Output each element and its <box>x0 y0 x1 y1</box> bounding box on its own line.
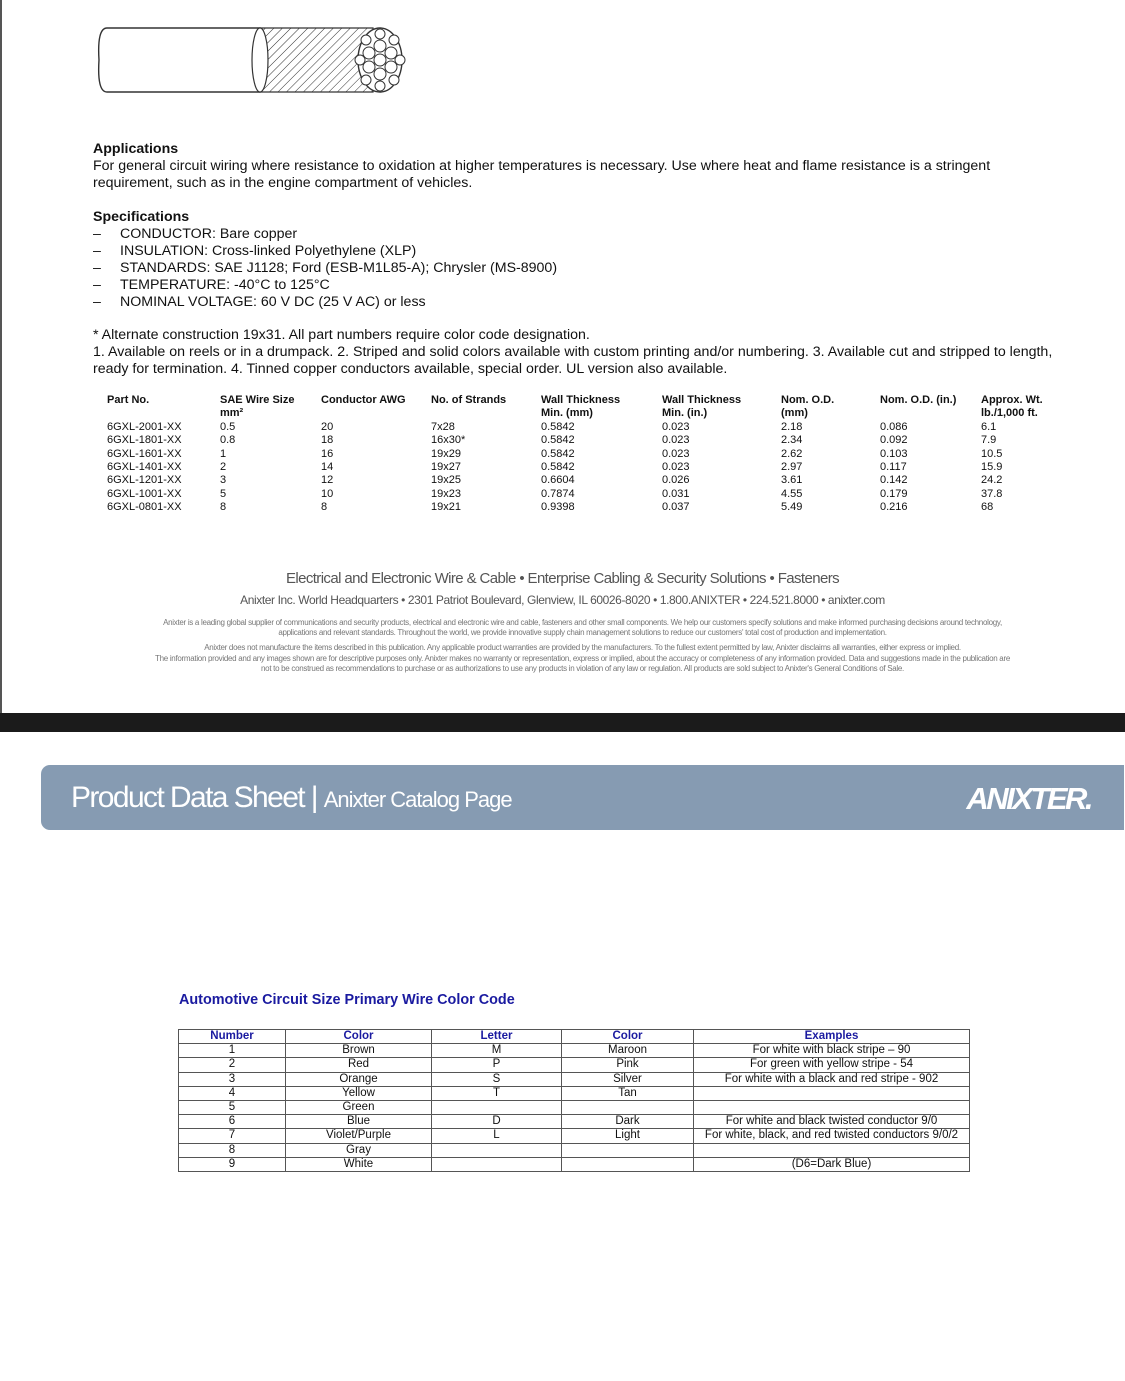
table-cell: Blue <box>286 1115 432 1129</box>
table-cell: 0.023 <box>662 447 690 460</box>
table-cell: D <box>432 1115 562 1129</box>
table-cell: 8 <box>179 1143 286 1157</box>
table-cell: 68 <box>981 501 994 514</box>
table-cell: 0.092 <box>880 434 908 447</box>
table-cell: 0.023 <box>662 420 690 433</box>
table-cell: 0.031 <box>662 487 690 500</box>
table-cell: Silver <box>562 1072 694 1086</box>
banner-subtitle: Anixter Catalog Page <box>323 787 512 812</box>
table-cell: Green <box>286 1101 432 1115</box>
table-cell: 0.5842 <box>541 461 575 474</box>
table-cell: White <box>286 1157 432 1171</box>
spec-item: – TEMPERATURE: -40°C to 125°C <box>93 277 330 293</box>
banner-title <box>71 781 512 815</box>
table-cell: Maroon <box>562 1044 694 1058</box>
table-cell: 5 <box>220 487 227 500</box>
column-header: Letter <box>432 1030 562 1044</box>
table-cell: 16x30* <box>431 434 466 447</box>
table-cell: 3 <box>220 474 227 487</box>
table-row <box>179 1058 970 1072</box>
table-cell: 1 <box>220 447 227 460</box>
column-header: SAE Wire Size mm² <box>220 394 295 420</box>
table-cell: 0.103 <box>880 447 908 460</box>
table-row <box>179 1157 970 1171</box>
table-row <box>107 448 1061 461</box>
color-table-header-row <box>179 1030 970 1044</box>
table-cell <box>562 1101 694 1115</box>
table-cell: For white and black twisted conductor 9/0 <box>694 1115 970 1129</box>
footer-disclaimer-3: The information provided and any images shown are for descriptive purposes only. Anixter makes no warranty or representation, express or implied, about the accuracy or completeness of any information provided. Data and suggestions made in the publication are not to be construed as recommendations to purchase or as authorizations to use any products in violation of any law or regulation. All products are sold subject to Anixter's General Conditions of Sale. <box>155 654 1010 673</box>
table-cell: 7x28 <box>431 420 455 433</box>
table-cell: 0.5842 <box>541 434 575 447</box>
column-header: Conductor AWG <box>321 394 406 406</box>
table-row <box>107 488 1061 501</box>
table-cell: 20 <box>321 420 334 433</box>
table-cell: 2.34 <box>781 434 803 447</box>
table-cell: For white with black stripe – 90 <box>694 1044 970 1058</box>
table-cell: Brown <box>286 1044 432 1058</box>
table-cell: Gray <box>286 1143 432 1157</box>
table-row <box>107 501 1061 514</box>
table-cell <box>694 1101 970 1115</box>
footer-tagline: Electrical and Electronic Wire & Cable • Enterprise Cabling & Security Solutions • Fasteners <box>285 570 840 587</box>
table-cell: 7 <box>179 1129 286 1143</box>
table-cell: 2 <box>179 1058 286 1072</box>
wire-cable-icon <box>95 20 407 100</box>
table-row <box>107 421 1061 434</box>
spec-item: – CONDUCTOR: Bare copper <box>93 226 298 242</box>
table-cell: 6GXL-1001-XX <box>107 487 182 500</box>
table-cell: 0.6604 <box>541 474 575 487</box>
spec-item-text: INSULATION: Cross-linked Polyethylene (XLP) <box>120 243 417 259</box>
spec-item-text: TEMPERATURE: -40°C to 125°C <box>120 277 330 293</box>
table-cell <box>562 1157 694 1171</box>
table-cell: S <box>432 1072 562 1086</box>
table-cell: 0.117 <box>880 461 907 474</box>
table-cell: 5.49 <box>781 501 803 514</box>
specifications-heading: Specifications <box>93 209 190 225</box>
footer-address: Anixter Inc. World Headquarters • 2301 Patriot Boulevard, Glenview, IL 60026-8020 • 1.800.ANIXTER • 224.521.8000 • anixter.com <box>240 593 885 607</box>
spec-item-text: STANDARDS: SAE J1128; Ford (ESB-M1L85-A); Chrysler (MS-8900) <box>120 260 558 276</box>
table-cell: 6GXL-1801-XX <box>107 434 182 447</box>
applications-text: For general circuit wiring where resistance to oxidation at higher temperatures is necessary. Use where heat and flame resistance is a stringent requirement, such as in the engine compartment of vehicles. <box>93 158 991 191</box>
table-cell <box>432 1143 562 1157</box>
table-cell: 6GXL-1201-XX <box>107 474 182 487</box>
table-cell: 15.9 <box>981 461 1003 474</box>
table-cell: 6GXL-0801-XX <box>107 501 182 514</box>
table-cell: 19x23 <box>431 487 461 500</box>
table-cell <box>694 1143 970 1157</box>
table-cell: 0.023 <box>662 434 690 447</box>
table-cell: 3.61 <box>781 474 803 487</box>
table-cell: M <box>432 1044 562 1058</box>
table-cell: 6GXL-1401-XX <box>107 461 182 474</box>
spec-item-text: NOMINAL VOLTAGE: 60 V DC (25 V AC) or less <box>120 294 426 310</box>
table-cell: Red <box>286 1058 432 1072</box>
spec-item: – STANDARDS: SAE J1128; Ford (ESB-M1L85-A); Chrysler (MS-8900) <box>93 260 558 276</box>
column-header: Wall Thickness Min. (mm) <box>541 394 621 420</box>
table-row <box>107 461 1061 474</box>
specifications-section <box>93 209 793 311</box>
table-cell <box>694 1086 970 1100</box>
table-cell: Yellow <box>286 1086 432 1100</box>
table-cell: 14 <box>321 461 334 474</box>
table-row <box>179 1101 970 1115</box>
column-header: Part No. <box>107 394 150 406</box>
notes-line-1: * Alternate construction 19x31. All part numbers require color code designation. <box>93 327 590 343</box>
table-cell: 0.026 <box>662 474 690 487</box>
banner-title-main: Product Data Sheet | <box>71 781 324 814</box>
table-cell: Tan <box>562 1086 694 1100</box>
column-header: Approx. Wt. lb./1,000 ft. <box>981 394 1043 420</box>
table-cell: 0.9398 <box>541 501 575 514</box>
table-cell: 19x27 <box>431 461 461 474</box>
table-cell: Dark <box>562 1115 694 1129</box>
table-row <box>179 1129 970 1143</box>
table-row <box>179 1143 970 1157</box>
spec-item: – INSULATION: Cross-linked Polyethylene (XLP) <box>93 243 417 259</box>
color-code-table <box>178 1029 970 1172</box>
table-cell: (D6=Dark Blue) <box>694 1157 970 1171</box>
table-cell: 0.5 <box>220 420 236 433</box>
table-row <box>179 1115 970 1129</box>
table-cell: 4.55 <box>781 487 803 500</box>
table-cell: 6GXL-1601-XX <box>107 447 182 460</box>
table-cell: 0.037 <box>662 501 690 514</box>
table-cell: 0.5842 <box>541 420 575 433</box>
table-cell: 6GXL-2001-XX <box>107 420 182 433</box>
table-cell: Orange <box>286 1072 432 1086</box>
table-cell: L <box>432 1129 562 1143</box>
table-cell: Pink <box>562 1058 694 1072</box>
table-cell: 12 <box>321 474 334 487</box>
page-break-divider <box>0 713 1125 732</box>
table-cell: 4 <box>179 1086 286 1100</box>
table-cell: 19x25 <box>431 474 461 487</box>
column-header: Color <box>286 1030 432 1044</box>
table-cell: 0.216 <box>880 501 908 514</box>
notes-line-2: 1. Available on reels or in a drumpack. 2. Striped and solid colors available with custom printing and/or numbering. 3. Available cut and stripped to length, ready for termination. 4. Tinned copper conductors available, special order. UL version also available. <box>93 344 1053 377</box>
table-cell: 0.023 <box>662 461 690 474</box>
column-header: Nom. O.D. (in.) <box>880 394 957 406</box>
specifications-list <box>93 226 793 311</box>
footer-disclaimer-1: Anixter is a leading global supplier of communications and security products, electrical and electronic wire and cable, fasteners and other small components. We help our customers specify solutions and make informed purchasing decisions around technology, applications and relevant standards. Throughout the world, we provide innovative supply chain management solutions to reduce our customers' total cost of production and implementation. <box>163 618 1002 637</box>
table-row <box>107 474 1061 487</box>
column-header: No. of Strands <box>431 394 507 406</box>
table-cell: 0.5842 <box>541 447 575 460</box>
table-cell: 0.179 <box>880 487 908 500</box>
table-cell: 6.1 <box>981 420 997 433</box>
color-code-title: Automotive Circuit Size Primary Wire Color Code <box>179 992 515 1008</box>
table-cell: P <box>432 1058 562 1072</box>
table-cell: 7.9 <box>981 434 997 447</box>
table-cell: 6 <box>179 1115 286 1129</box>
table-cell <box>432 1101 562 1115</box>
table-cell: 9 <box>179 1157 286 1171</box>
applications-section <box>93 141 1053 192</box>
table-cell: 19x29 <box>431 447 461 460</box>
table-cell: 5 <box>179 1101 286 1115</box>
column-header: Color <box>562 1030 694 1044</box>
color-table-body <box>179 1044 970 1172</box>
table-cell: 18 <box>321 434 334 447</box>
table-cell: For white with a black and red stripe - 902 <box>694 1072 970 1086</box>
footer-disclaimer-2: Anixter does not manufacture the items described in this publication. Any applicable product warranties are provided by the manufacturers. To the fullest extent permitted by law, Anixter disclaims all warranties, either express or implied. <box>204 643 961 652</box>
column-header: Examples <box>694 1030 970 1044</box>
table-cell: 0.142 <box>880 474 908 487</box>
table-cell: 10 <box>321 487 334 500</box>
table-cell <box>432 1157 562 1171</box>
table-cell: 1 <box>179 1044 286 1058</box>
table-cell: 2.18 <box>781 420 803 433</box>
table-cell: 10.5 <box>981 447 1003 460</box>
table-cell: For white, black, and red twisted conductors 9/0/2 <box>694 1129 970 1143</box>
table-cell: Light <box>562 1129 694 1143</box>
table-row <box>179 1072 970 1086</box>
table-cell: 16 <box>321 447 334 460</box>
spec-item-text: CONDUCTOR: Bare copper <box>120 226 298 242</box>
table-row <box>179 1086 970 1100</box>
table-cell: T <box>432 1086 562 1100</box>
column-header: Wall Thickness Min. (in.) <box>662 394 742 420</box>
applications-heading: Applications <box>93 141 179 157</box>
anixter-logo: ANIXTER. <box>966 781 1091 816</box>
table-cell: 2 <box>220 461 227 474</box>
table-cell <box>562 1143 694 1157</box>
table-cell: 8 <box>321 501 328 514</box>
page-header-banner <box>41 765 1124 830</box>
spec-table-body <box>107 421 1061 515</box>
table-cell: 0.086 <box>880 420 908 433</box>
table-cell: 3 <box>179 1072 286 1086</box>
table-cell: 0.7874 <box>541 487 575 500</box>
notes-section <box>93 327 1073 378</box>
table-cell: 0.8 <box>220 434 236 447</box>
table-cell: 37.8 <box>981 487 1003 500</box>
table-cell: 8 <box>220 501 227 514</box>
table-cell: Violet/Purple <box>286 1129 432 1143</box>
spec-table-header-row <box>107 394 1061 421</box>
table-cell: 19x21 <box>431 501 461 514</box>
column-header: Number <box>179 1030 286 1044</box>
table-cell: 2.62 <box>781 447 803 460</box>
table-cell: 2.97 <box>781 461 803 474</box>
table-row <box>179 1044 970 1058</box>
wire-spec-table <box>107 394 1061 515</box>
spec-item: – NOMINAL VOLTAGE: 60 V DC (25 V AC) or less <box>93 294 426 310</box>
table-cell: 24.2 <box>981 474 1003 487</box>
table-row <box>107 434 1061 447</box>
table-cell: For green with yellow stripe - 54 <box>694 1058 970 1072</box>
column-header: Nom. O.D. (mm) <box>781 394 835 420</box>
